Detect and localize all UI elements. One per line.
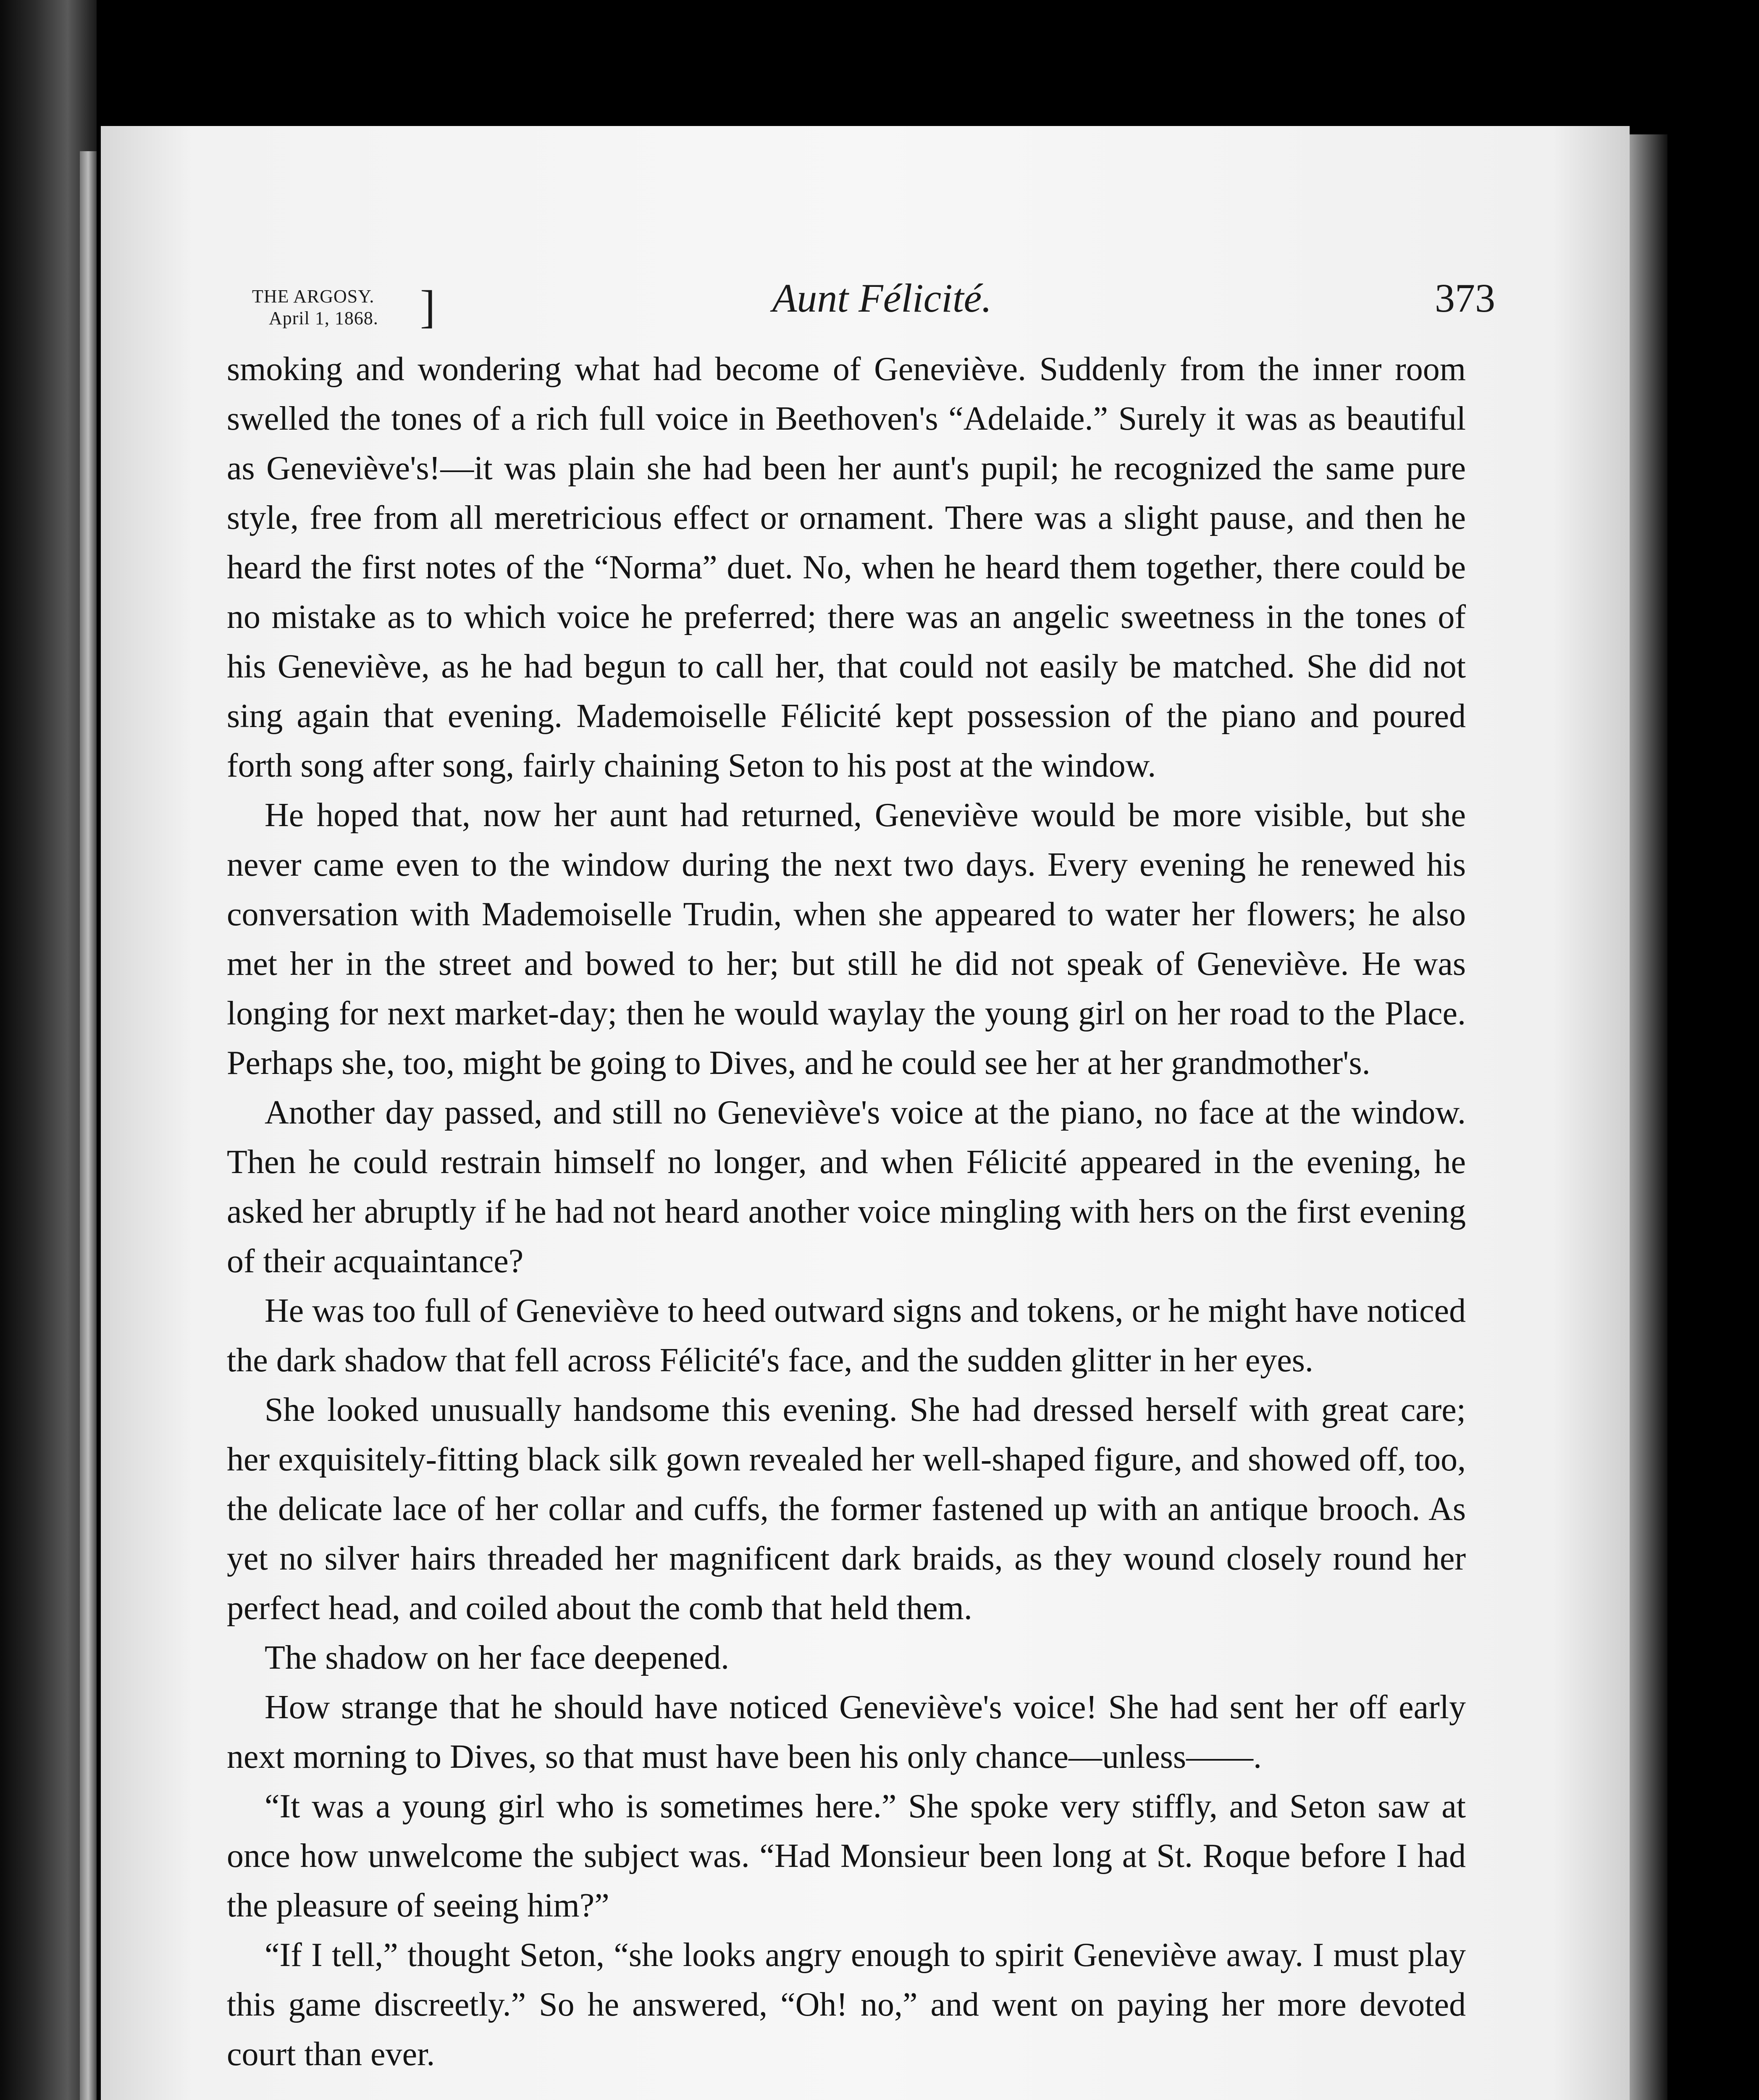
body-text <box>227 344 1466 2079</box>
running-head <box>252 273 1495 332</box>
running-title: Aunt Félicité. <box>772 276 992 320</box>
magazine-reference <box>252 281 436 332</box>
paragraph: “It was a young girl who is sometimes here.” She spoke very stiffly, and Seton saw at once how unwelcome the subject was. “Had Monsieur been long at St. Roque before I had the pleasure of seeing him?” <box>227 1788 1466 1924</box>
paragraph: The shadow on her face deepened. <box>265 1639 730 1676</box>
paragraph: “If I tell,” thought Seton, “she looks angry enough to spirit Geneviève away. I must play this game discreetly.” So he answered, “Oh! no,” and went on paying her more devoted court than ever. <box>227 1937 1466 2073</box>
paragraph: How strange that he should have noticed Geneviève's voice! She had sent her off early next morning to Dives, so that must have been his only chance—unless——. <box>227 1689 1466 1775</box>
paragraph: She looked unusually handsome this evening. She had dressed herself with great care; her exquisitely-fitting black silk gown revealed her well-shaped figure, and showed off, too, the delicate lace of her collar and cuffs, the former fastened up with an antique brooch. As yet no silver hairs threaded her magnificent dark braids, as they wound closely round her perfect head, and coiled about the comb that held them. <box>227 1391 1466 1627</box>
page-number: 373 <box>1435 276 1495 320</box>
magazine-name: THE ARGOSY. <box>252 286 375 307</box>
adjacent-page-edge <box>80 151 97 2100</box>
paragraph: He was too full of Geneviève to heed outward signs and tokens, or he might have noticed the dark shadow that fell across Félicité's face, and the sudden glitter in her eyes. <box>227 1292 1466 1379</box>
reference-bracket: ] <box>420 281 436 332</box>
paragraph: smoking and wondering what had become of Geneviève. Suddenly from the inner room swelled the tones of a rich full voice in Beethoven's “Adelaide.” Surely it was as beautiful as Geneviève's!—it was plain she had been her aunt's pupil; he recognized the same pure style, free from all meretricious effect or ornament. There was a slight pause, and then he heard the first notes of the “Norma” duet. No, when he heard them together, there could be no mistake as to which voice he preferred; there was an angelic sweetness in the tones of his Geneviève, as he had begun to call her, that could not easily be matched. She did not sing again that evening. Mademoiselle Félicité kept possession of the piano and poured forth song after song, fairly chaining Seton to his post at the window. <box>227 351 1466 784</box>
page-right-edge-shadow <box>1630 134 1667 2100</box>
paragraph: He hoped that, now her aunt had returned, Geneviève would be more visible, but she never came even to the window during the next two days. Every evening he renewed his conversation with Mademoiselle Trudin, when she appeared to water her flowers; he also met her in the street and bowed to her; but still he did not speak of Geneviève. He was longing for next market-day; then he would waylay the young girl on her road to the Place. Perhaps she, too, might be going to Dives, and he could see her at her grandmother's. <box>227 797 1466 1082</box>
paragraph: Another day passed, and still no Geneviève's voice at the piano, no face at the window. Then he could restrain himself no longer, and when Félicité appeared in the evening, he asked her abruptly if he had not heard another voice mingling with hers on the first evening of their acquaintance? <box>227 1094 1466 1280</box>
issue-date: April 1, 1868. <box>269 308 378 328</box>
